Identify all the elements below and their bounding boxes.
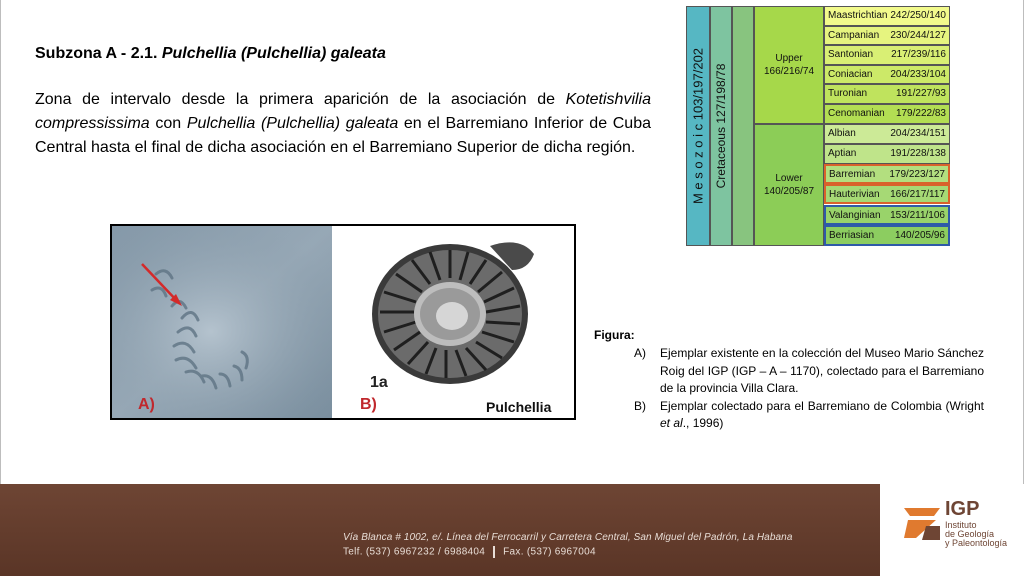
- stage-albian: [824, 124, 950, 144]
- period-column: [710, 6, 732, 246]
- paragraph-part-1: Zona de intervalo desde la primera aparición de la asociación de: [35, 91, 566, 108]
- epoch-upper-name: Upper: [775, 53, 803, 64]
- paragraph-part-2: con: [149, 115, 187, 132]
- stage-maastrichtian: [824, 6, 950, 26]
- epoch-lower-code: 140/205/87: [763, 186, 815, 197]
- stage-barremian: [824, 164, 950, 184]
- fossil-figure: [110, 224, 576, 420]
- stage-name: Cenomanian: [828, 108, 885, 119]
- caption-marker-a: A): [634, 346, 646, 360]
- stage-code: 230/244/127: [890, 29, 946, 41]
- title-species: Pulchellia (Pulchellia) galeata: [161, 45, 386, 62]
- period-fill-column: [732, 6, 754, 246]
- caption-item-b: [594, 398, 984, 433]
- geologic-time-table: [686, 6, 950, 247]
- era-label: M e s o z o i c 103/197/202: [690, 47, 706, 205]
- footer-fax: Fax. (537) 6967004: [503, 546, 596, 558]
- epoch-upper: [754, 6, 824, 124]
- logo-sub-1: Instituto: [945, 520, 977, 530]
- footer-bar: [0, 484, 1024, 576]
- stage-santonian: [824, 45, 950, 65]
- slide-left-border: [0, 0, 1, 484]
- stage-code: 166/217/117: [890, 189, 945, 200]
- caption-text-b-after: ., 1996): [682, 416, 724, 430]
- stage-coniacian: [824, 65, 950, 85]
- stage-name: Hauterivian: [829, 189, 880, 200]
- figure-label-pulchellia: Pulchellia: [486, 399, 552, 415]
- caption-item-a: [594, 345, 984, 398]
- epoch-lower: [754, 124, 824, 246]
- fossil-drawing-b: [332, 226, 574, 418]
- caption-text-a: Ejemplar existente en la colección del Museo Mario Sánchez Roig del IGP (IGP – A – 1170), colectado para el Barremiano de la provincia Villa Clara.: [660, 346, 984, 395]
- stage-code: 153/211/106: [890, 210, 945, 221]
- stage-name: Valanginian: [829, 210, 881, 221]
- page-title: [35, 45, 386, 63]
- stage-code: 179/223/127: [889, 169, 945, 180]
- species-pulchellia: Pulchellia (Pulchellia) galeata: [186, 115, 399, 132]
- epoch-upper-code: 166/216/74: [763, 66, 815, 77]
- stage-code: 179/222/83: [895, 108, 946, 119]
- stage-code: 217/239/116: [891, 49, 946, 61]
- stage-code: 191/228/138: [890, 148, 946, 159]
- stage-turonian: [824, 84, 950, 104]
- stage-hauterivian: [824, 184, 950, 204]
- igp-logo-icon: [902, 504, 942, 544]
- stage-code: 204/234/151: [890, 128, 946, 139]
- stage-name: Coniacian: [828, 68, 873, 80]
- stage-name: Albian: [828, 128, 856, 139]
- stage-name: Maastrichtian: [828, 10, 888, 21]
- logo-sub-2: de Geología: [945, 529, 995, 539]
- description-paragraph: [35, 88, 651, 160]
- figure-label-1a: 1a: [370, 374, 388, 391]
- period-label: Cretaceous 127/198/78: [714, 63, 728, 189]
- footer-separator: [493, 546, 495, 558]
- stage-code: 140/205/96: [894, 230, 945, 241]
- footer-address: Vía Blanca # 1002, e/. Línea del Ferrocarril y Carretera Central, San Miguel del Padrón, La Habana: [343, 532, 793, 543]
- stage-name: Santonian: [828, 49, 874, 61]
- epoch-lower-name: Lower: [775, 173, 803, 184]
- stage-code: 204/233/104: [890, 68, 946, 80]
- stage-berriasian: [824, 225, 950, 246]
- stage-valanginian: [824, 205, 950, 225]
- caption-text-b-before: Ejemplar colectado para el Barremiano de Colombia (Wright: [660, 398, 984, 413]
- stage-code: 242/250/140: [890, 10, 946, 21]
- footer-phone: Telf. (537) 6967232 / 6988404: [343, 546, 486, 558]
- logo-name: IGP: [945, 498, 980, 520]
- stage-name: Campanian: [828, 29, 880, 41]
- stage-campanian: [824, 26, 950, 46]
- title-prefix: Subzona A - 2.1.: [35, 45, 162, 62]
- stage-name: Barremian: [829, 169, 876, 180]
- stage-aptian: [824, 144, 950, 164]
- era-column: [686, 6, 710, 246]
- caption-title: Figura:: [594, 328, 635, 342]
- logo-subtitle: [945, 521, 1007, 548]
- stage-name: Turonian: [828, 88, 868, 100]
- fossil-photo-a: [112, 226, 332, 418]
- caption-marker-b: B): [634, 398, 646, 413]
- stage-name: Aptian: [828, 148, 857, 159]
- stage-name: Berriasian: [829, 230, 875, 241]
- figure-label-b: B): [360, 396, 377, 413]
- caption-list: [594, 345, 984, 433]
- stage-code: 191/227/93: [895, 88, 946, 100]
- species-kotetishvilia: Kotetishvilia compressissima: [35, 91, 651, 132]
- stage-cenomanian: [824, 104, 950, 124]
- caption-text-b-em: et al: [660, 416, 683, 430]
- footer-contact: [343, 546, 596, 558]
- logo-sub-3: y Paleontología: [945, 538, 1008, 548]
- paragraph-part-3: en el Barremiano Inferior de Cuba Central hasta el final de dicha asociación en el Barremiano Superior de dicha región.: [35, 115, 652, 156]
- figure-label-a: A): [138, 396, 155, 413]
